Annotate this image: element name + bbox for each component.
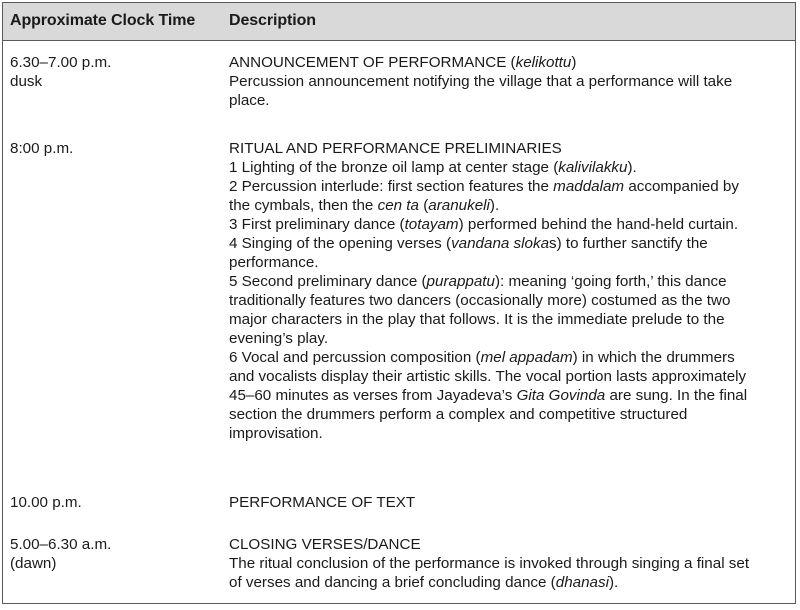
text-segment: 45–60 minutes as verses from Jayadeva’s [229,387,517,404]
text-segment: RITUAL AND PERFORMANCE PRELIMINARIES [229,140,562,157]
text-segment: place. [229,92,270,109]
text-segment: ). [627,159,637,176]
text-segment: ) performed behind the hand-held curtain. [458,216,739,233]
description-line [229,72,789,91]
description-cell [229,139,789,443]
description-line [229,424,789,443]
time-line: 6.30–7.00 p.m. [10,54,112,71]
italic-term: totayam [404,216,459,233]
description-line [229,367,789,386]
description-line [229,535,789,554]
text-segment: major characters in the play that follows. It is the immediate prelude to the [229,311,725,328]
description-line [229,573,789,592]
italic-term: dhanasi [555,574,609,591]
text-segment: ( [418,197,429,214]
time-cell [10,493,215,512]
text-segment: ): meaning ‘going forth,’ this dance [494,273,727,290]
time-line: (dawn) [10,555,57,572]
text-segment: 4 Singing of the opening verses ( [229,235,452,252]
text-segment: ). [608,574,619,591]
description-line [229,329,789,348]
description-line [229,554,789,573]
description-cell [229,535,789,592]
text-segment: evening’s play. [229,330,329,347]
description-cell [229,53,789,110]
text-segment: ANNOUNCEMENT OF PERFORMANCE ( [229,54,516,71]
text-segment: s) to further sanctify the [549,235,708,252]
italic-term: kelikottu [515,54,572,71]
text-segment: ). [489,197,500,214]
text-segment: ) in which the drummers [572,349,735,366]
description-line [229,158,789,177]
time-line: 8:00 p.m. [10,140,74,157]
description-line [229,53,789,72]
italic-term: vandana sloka [451,235,550,252]
description-line [229,253,789,272]
description-cell [229,493,789,512]
time-cell [10,535,215,573]
italic-term: Gita Govinda [516,387,606,404]
italic-term: mel appadam [480,349,573,366]
italic-term: kalivilakku [558,159,628,176]
description-line [229,234,789,253]
description-line [229,91,789,110]
header-clock-time: Approximate Clock Time [10,12,196,29]
description-line [229,196,789,215]
text-segment: the cymbals, then the [229,197,378,214]
text-segment: ) [571,54,577,71]
italic-term: cen ta [377,197,419,214]
description-line [229,272,789,291]
description-line [229,386,789,405]
description-line [229,215,789,234]
text-segment: 3 First preliminary dance ( [229,216,405,233]
description-line [229,405,789,424]
text-segment: traditionally features two dancers (occasionally more) costumed as the two [229,292,731,309]
description-line [229,493,789,512]
italic-term: maddalam [553,178,625,195]
text-segment: are sung. In the final [605,387,748,404]
italic-term: purappatu [426,273,495,290]
text-segment: accompanied by [624,178,739,195]
text-segment: CLOSING VERSES/DANCE [229,536,421,553]
text-segment: improvisation. [229,425,323,442]
table-header [3,3,795,41]
text-segment: 6 Vocal and percussion composition ( [229,349,481,366]
description-line [229,348,789,367]
time-line: dusk [10,73,43,90]
text-segment: The ritual conclusion of the performance is invoked through singing a final set [229,555,750,572]
text-segment: Percussion announcement notifying the village that a performance will take [229,73,733,90]
text-segment: section the drummers perform a complex and competitive structured [229,406,688,423]
text-segment: performance. [229,254,319,271]
text-segment: of verses and dancing a brief concluding dance ( [229,574,556,591]
text-segment: 5 Second preliminary dance ( [229,273,427,290]
text-segment: 1 Lighting of the bronze oil lamp at center stage ( [229,159,559,176]
text-segment: 2 Percussion interlude: first section features the [229,178,554,195]
italic-term: aranukeli [428,197,490,214]
schedule-table [2,2,796,604]
time-cell [10,53,215,91]
header-description: Description [229,12,316,29]
text-segment: PERFORMANCE OF TEXT [229,494,416,511]
description-line [229,177,789,196]
description-line [229,139,789,158]
time-cell [10,139,215,158]
time-line: 10.00 p.m. [10,494,82,511]
time-line: 5.00–6.30 a.m. [10,536,112,553]
description-line [229,310,789,329]
description-line [229,291,789,310]
text-segment: and vocalists display their artistic skills. The vocal portion lasts approximately [229,368,747,385]
